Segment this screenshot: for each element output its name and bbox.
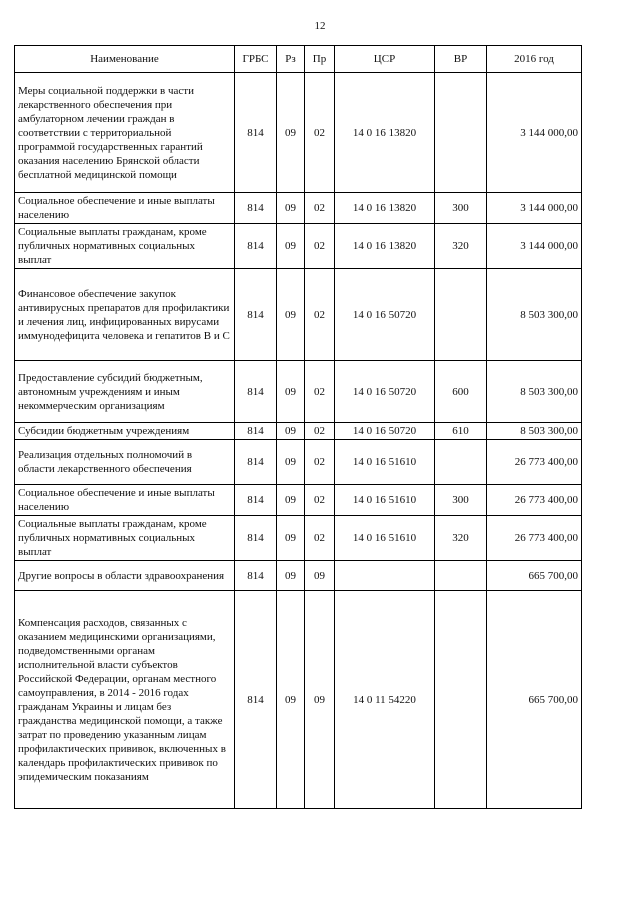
cell-csr: 14 0 16 51610 <box>335 485 435 516</box>
cell-amount: 8 503 300,00 <box>487 269 582 361</box>
cell-amount: 3 144 000,00 <box>487 73 582 193</box>
table-row <box>15 516 582 561</box>
cell-amount: 8 503 300,00 <box>487 361 582 423</box>
cell-csr <box>335 561 435 591</box>
cell-pr: 02 <box>305 73 335 193</box>
cell-csr: 14 0 16 13820 <box>335 224 435 269</box>
cell-pr: 02 <box>305 485 335 516</box>
cell-amount: 26 773 400,00 <box>487 485 582 516</box>
table-row <box>15 224 582 269</box>
cell-grbs: 814 <box>235 361 277 423</box>
cell-vr: 600 <box>435 361 487 423</box>
cell-name: Финансовое обеспечение закупок антивирусных препаратов для профилактики и лечения лиц, инфицированных вирусами иммунодефицита человека и гепатитов В и С <box>15 269 235 361</box>
cell-amount: 26 773 400,00 <box>487 440 582 485</box>
cell-vr: 300 <box>435 485 487 516</box>
cell-csr: 14 0 16 51610 <box>335 516 435 561</box>
cell-amount: 3 144 000,00 <box>487 224 582 269</box>
cell-pr: 02 <box>305 269 335 361</box>
table-row <box>15 423 582 440</box>
header-rz: Рз <box>277 46 305 73</box>
cell-amount: 665 700,00 <box>487 561 582 591</box>
cell-grbs: 814 <box>235 224 277 269</box>
cell-rz: 09 <box>277 193 305 224</box>
cell-rz: 09 <box>277 361 305 423</box>
table-row <box>15 73 582 193</box>
cell-pr: 02 <box>305 440 335 485</box>
cell-vr <box>435 440 487 485</box>
cell-name: Меры социальной поддержки в части лекарственного обеспечения при амбулаторном лечении граждан в соответствии с территориальной программой государственных гарантий оказания населению Брянской области бесплатной медицинской помощи <box>15 73 235 193</box>
cell-grbs: 814 <box>235 485 277 516</box>
table-header-row <box>15 46 582 73</box>
cell-amount: 26 773 400,00 <box>487 516 582 561</box>
table-row <box>15 361 582 423</box>
cell-grbs: 814 <box>235 516 277 561</box>
cell-rz: 09 <box>277 269 305 361</box>
cell-grbs: 814 <box>235 193 277 224</box>
header-pr: Пр <box>305 46 335 73</box>
header-grbs: ГРБС <box>235 46 277 73</box>
cell-rz: 09 <box>277 73 305 193</box>
cell-pr: 02 <box>305 423 335 440</box>
cell-rz: 09 <box>277 224 305 269</box>
cell-csr: 14 0 11 54220 <box>335 591 435 809</box>
cell-name: Реализация отдельных полномочий в области лекарственного обеспечения <box>15 440 235 485</box>
cell-name: Социальные выплаты гражданам, кроме публичных нормативных социальных выплат <box>15 224 235 269</box>
cell-pr: 09 <box>305 591 335 809</box>
table-row <box>15 440 582 485</box>
cell-name: Социальные выплаты гражданам, кроме публичных нормативных социальных выплат <box>15 516 235 561</box>
cell-vr: 320 <box>435 224 487 269</box>
cell-name: Субсидии бюджетным учреждениям <box>15 423 235 440</box>
table-row <box>15 591 582 809</box>
cell-pr: 02 <box>305 193 335 224</box>
cell-name: Компенсация расходов, связанных с оказанием медицинскими организациями, подведомственными органам исполнительной власти субъектов Российской Федерации, органам местного самоуправления, в 2014 - 2016 годах гражданам Украины и лицам без гражданства медицинской помощи, а также затрат по проведению указанным лицам профилактических прививок, включенных в календарь профилактических прививок по эпидемическим показаниям <box>15 591 235 809</box>
cell-amount: 3 144 000,00 <box>487 193 582 224</box>
header-amount: 2016 год <box>487 46 582 73</box>
cell-csr: 14 0 16 50720 <box>335 361 435 423</box>
cell-rz: 09 <box>277 516 305 561</box>
cell-csr: 14 0 16 50720 <box>335 269 435 361</box>
cell-grbs: 814 <box>235 269 277 361</box>
cell-vr: 300 <box>435 193 487 224</box>
cell-grbs: 814 <box>235 73 277 193</box>
cell-csr: 14 0 16 50720 <box>335 423 435 440</box>
table-row <box>15 485 582 516</box>
page-number: 12 <box>314 20 326 32</box>
cell-vr <box>435 561 487 591</box>
cell-name: Другие вопросы в области здравоохранения <box>15 561 235 591</box>
cell-rz: 09 <box>277 561 305 591</box>
cell-pr: 02 <box>305 361 335 423</box>
cell-name: Социальное обеспечение и иные выплаты населению <box>15 193 235 224</box>
cell-vr: 320 <box>435 516 487 561</box>
cell-csr: 14 0 16 51610 <box>335 440 435 485</box>
cell-grbs: 814 <box>235 440 277 485</box>
cell-grbs: 814 <box>235 591 277 809</box>
header-vr: ВР <box>435 46 487 73</box>
table-row <box>15 561 582 591</box>
header-csr: ЦСР <box>335 46 435 73</box>
header-name: Наименование <box>15 46 235 73</box>
cell-grbs: 814 <box>235 423 277 440</box>
cell-pr: 02 <box>305 224 335 269</box>
table-row <box>15 193 582 224</box>
cell-vr <box>435 73 487 193</box>
cell-vr <box>435 591 487 809</box>
cell-rz: 09 <box>277 423 305 440</box>
cell-grbs: 814 <box>235 561 277 591</box>
cell-name: Социальное обеспечение и иные выплаты населению <box>15 485 235 516</box>
cell-amount: 8 503 300,00 <box>487 423 582 440</box>
cell-rz: 09 <box>277 440 305 485</box>
cell-pr: 09 <box>305 561 335 591</box>
cell-vr <box>435 269 487 361</box>
cell-pr: 02 <box>305 516 335 561</box>
cell-rz: 09 <box>277 591 305 809</box>
budget-table <box>14 45 582 809</box>
cell-csr: 14 0 16 13820 <box>335 193 435 224</box>
cell-name: Предоставление субсидий бюджетным, автономным учреждениям и иным некоммерческим организациям <box>15 361 235 423</box>
cell-csr: 14 0 16 13820 <box>335 73 435 193</box>
cell-amount: 665 700,00 <box>487 591 582 809</box>
table-row <box>15 269 582 361</box>
cell-rz: 09 <box>277 485 305 516</box>
cell-vr: 610 <box>435 423 487 440</box>
